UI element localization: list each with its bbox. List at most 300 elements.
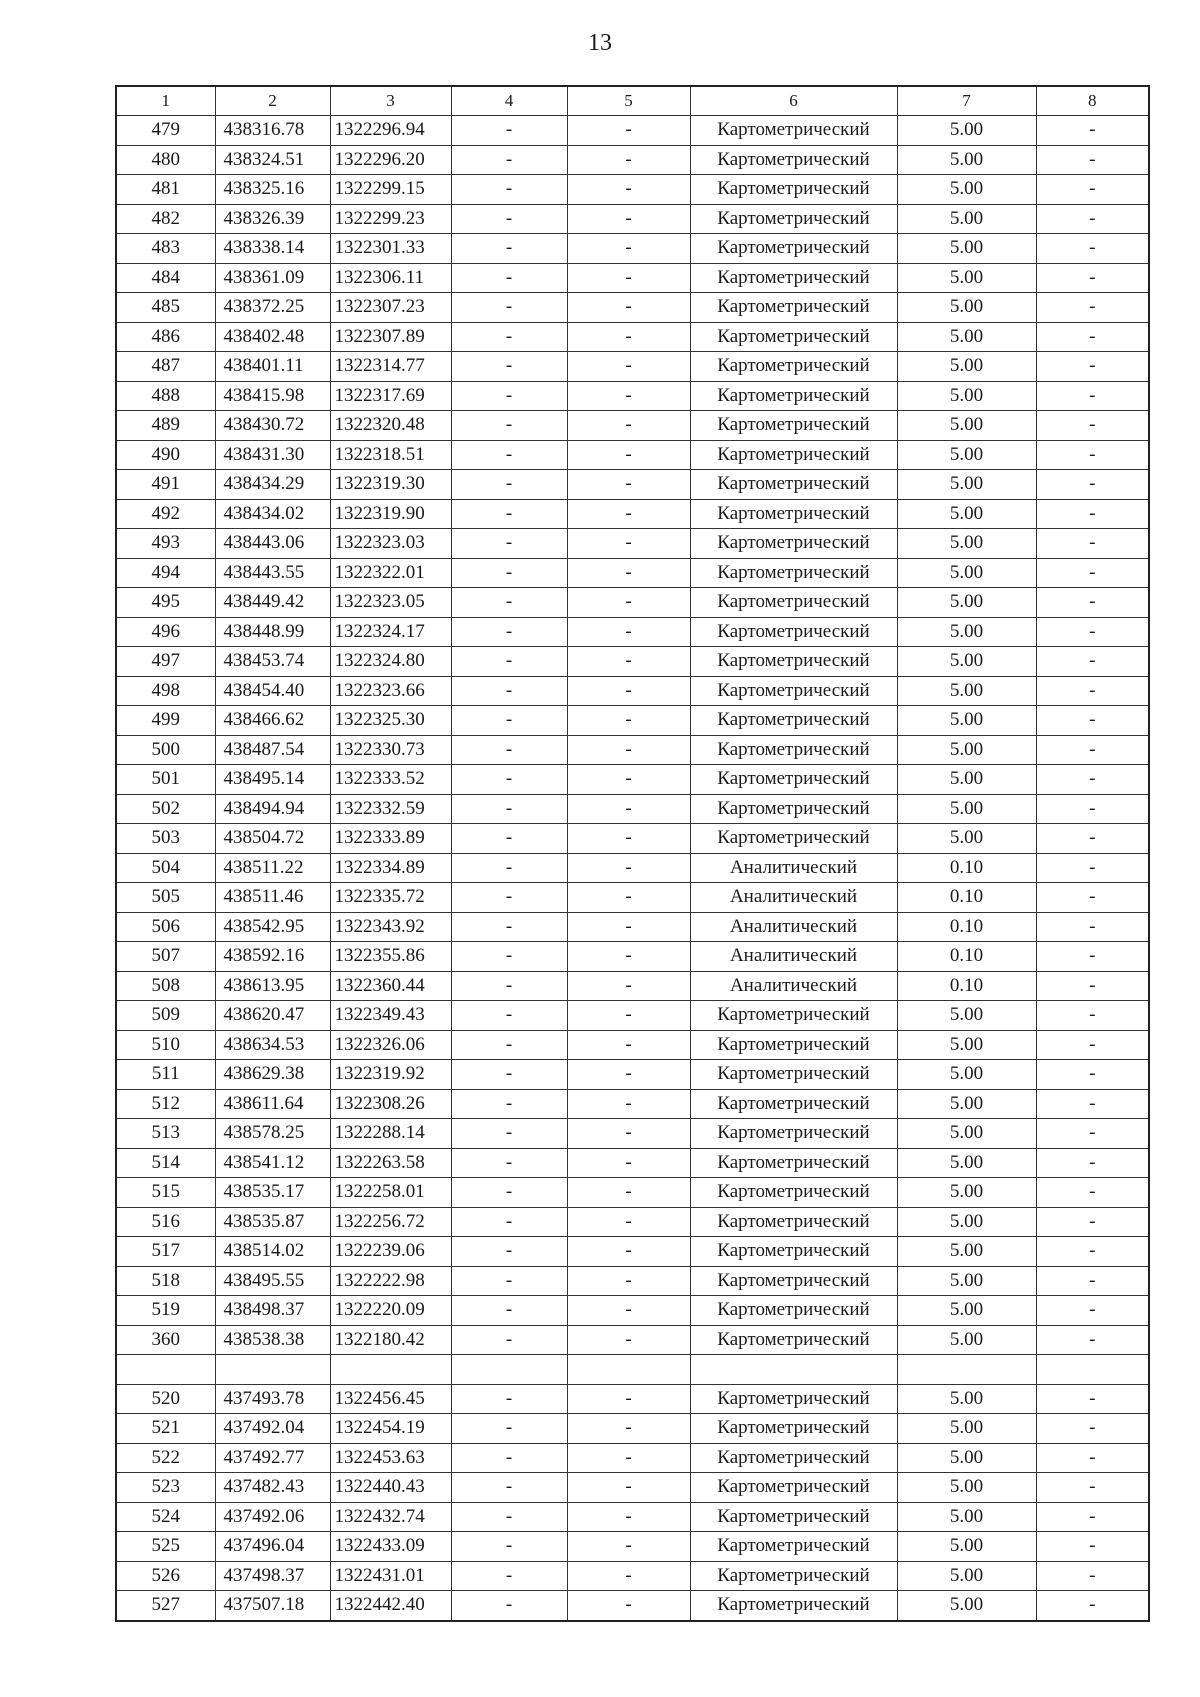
accuracy-cell: 5.00 [897, 1591, 1036, 1621]
point-number-cell: 509 [116, 1001, 215, 1031]
accuracy-cell: 5.00 [897, 824, 1036, 854]
table-row [116, 1296, 1149, 1326]
method-cell: Картометрический [690, 735, 897, 765]
col4-cell: - [451, 1237, 567, 1267]
y-coordinate-cell: 1322332.59 [330, 794, 451, 824]
table-row [116, 1030, 1149, 1060]
x-coordinate-cell: 438431.30 [215, 440, 330, 470]
accuracy-cell: 5.00 [897, 1325, 1036, 1355]
method-cell: Картометрический [690, 1207, 897, 1237]
method-cell: Картометрический [690, 529, 897, 559]
col4-cell: - [451, 617, 567, 647]
col4-cell: - [451, 175, 567, 205]
table-row [116, 617, 1149, 647]
col4-cell: - [451, 1060, 567, 1090]
x-coordinate-cell: 437482.43 [215, 1473, 330, 1503]
method-cell: Картометрический [690, 1473, 897, 1503]
accuracy-cell: 5.00 [897, 1561, 1036, 1591]
coordinates-table [115, 85, 1150, 1622]
point-number-cell: 496 [116, 617, 215, 647]
accuracy-cell: 5.00 [897, 175, 1036, 205]
method-cell: Картометрический [690, 411, 897, 441]
y-coordinate-cell: 1322355.86 [330, 942, 451, 972]
col5-cell: - [567, 175, 690, 205]
point-number-cell: 484 [116, 263, 215, 293]
method-cell: Картометрический [690, 352, 897, 382]
method-cell: Картометрический [690, 204, 897, 234]
table-row [116, 765, 1149, 795]
column-header: 7 [897, 86, 1036, 116]
x-coordinate-cell: 438443.55 [215, 558, 330, 588]
method-cell: Картометрический [690, 1237, 897, 1267]
x-coordinate-cell: 438487.54 [215, 735, 330, 765]
col8-cell: - [1036, 706, 1149, 736]
x-coordinate-cell: 438538.38 [215, 1325, 330, 1355]
point-number-cell: 495 [116, 588, 215, 618]
column-header: 1 [116, 86, 215, 116]
accuracy-cell: 5.00 [897, 411, 1036, 441]
method-cell: Картометрический [690, 1296, 897, 1326]
y-coordinate-cell: 1322320.48 [330, 411, 451, 441]
method-cell: Аналитический [690, 912, 897, 942]
col4-cell: - [451, 971, 567, 1001]
col8-cell: - [1036, 322, 1149, 352]
x-coordinate-cell: 438402.48 [215, 322, 330, 352]
method-cell: Картометрический [690, 824, 897, 854]
method-cell: Картометрический [690, 1178, 897, 1208]
table-row [116, 411, 1149, 441]
method-cell: Картометрический [690, 1532, 897, 1562]
point-number-cell: 501 [116, 765, 215, 795]
method-cell: Картометрический [690, 263, 897, 293]
y-coordinate-cell: 1322323.66 [330, 676, 451, 706]
method-cell: Картометрический [690, 1591, 897, 1621]
col8-cell: - [1036, 1178, 1149, 1208]
table-row [116, 145, 1149, 175]
x-coordinate-cell: 438454.40 [215, 676, 330, 706]
x-coordinate-cell: 438494.94 [215, 794, 330, 824]
table-row [116, 204, 1149, 234]
x-coordinate-cell: 438511.22 [215, 853, 330, 883]
column-header: 4 [451, 86, 567, 116]
col4-cell: - [451, 794, 567, 824]
col4-cell: - [451, 676, 567, 706]
method-cell: Картометрический [690, 1089, 897, 1119]
col8-cell: - [1036, 588, 1149, 618]
accuracy-cell: 5.00 [897, 735, 1036, 765]
y-coordinate-cell: 1322318.51 [330, 440, 451, 470]
col4-cell: - [451, 1296, 567, 1326]
method-cell: Картометрический [690, 1266, 897, 1296]
table-row [116, 1060, 1149, 1090]
col8-cell: - [1036, 765, 1149, 795]
table-row [116, 234, 1149, 264]
y-coordinate-cell: 1322323.05 [330, 588, 451, 618]
col4-cell: - [451, 529, 567, 559]
col4-cell: - [451, 411, 567, 441]
table-row [116, 1089, 1149, 1119]
col4-cell: - [451, 1266, 567, 1296]
col8-cell: - [1036, 470, 1149, 500]
accuracy-cell: 5.00 [897, 1178, 1036, 1208]
method-cell: Картометрический [690, 1030, 897, 1060]
col5-cell: - [567, 1473, 690, 1503]
table-row [116, 499, 1149, 529]
point-number-cell: 504 [116, 853, 215, 883]
y-coordinate-cell: 1322453.63 [330, 1443, 451, 1473]
accuracy-cell: 5.00 [897, 1119, 1036, 1149]
col5-cell: - [567, 293, 690, 323]
x-coordinate-cell: 438498.37 [215, 1296, 330, 1326]
table-row [116, 853, 1149, 883]
y-coordinate-cell: 1322324.17 [330, 617, 451, 647]
x-coordinate-cell: 438372.25 [215, 293, 330, 323]
y-coordinate-cell: 1322349.43 [330, 1001, 451, 1031]
col5-cell: - [567, 971, 690, 1001]
point-number-cell: 514 [116, 1148, 215, 1178]
method-cell: Картометрический [690, 322, 897, 352]
table-row [116, 1237, 1149, 1267]
accuracy-cell: 0.10 [897, 912, 1036, 942]
x-coordinate-cell: 438542.95 [215, 912, 330, 942]
col4-cell: - [451, 204, 567, 234]
y-coordinate-cell: 1322330.73 [330, 735, 451, 765]
accuracy-cell: 5.00 [897, 558, 1036, 588]
col5-cell: - [567, 1502, 690, 1532]
point-number-cell: 524 [116, 1502, 215, 1532]
x-coordinate-cell: 438443.06 [215, 529, 330, 559]
point-number-cell: 492 [116, 499, 215, 529]
y-coordinate-cell: 1322307.23 [330, 293, 451, 323]
y-coordinate-cell: 1322322.01 [330, 558, 451, 588]
col8-cell: - [1036, 735, 1149, 765]
col4-cell: - [451, 765, 567, 795]
table-row [116, 1355, 1149, 1385]
col4-cell: - [451, 1207, 567, 1237]
accuracy-cell: 5.00 [897, 352, 1036, 382]
col8-cell: - [1036, 1060, 1149, 1090]
col8-cell: - [1036, 1561, 1149, 1591]
method-cell: Картометрический [690, 381, 897, 411]
col5-cell: - [567, 1001, 690, 1031]
method-cell: Картометрический [690, 1561, 897, 1591]
x-coordinate-cell: 437507.18 [215, 1591, 330, 1621]
accuracy-cell: 5.00 [897, 1030, 1036, 1060]
col4-cell: - [451, 735, 567, 765]
col4-cell [451, 1355, 567, 1385]
col5-cell: - [567, 1532, 690, 1562]
accuracy-cell: 0.10 [897, 942, 1036, 972]
col8-cell: - [1036, 1591, 1149, 1621]
accuracy-cell: 5.00 [897, 706, 1036, 736]
col8-cell: - [1036, 352, 1149, 382]
y-coordinate-cell: 1322314.77 [330, 352, 451, 382]
col4-cell: - [451, 588, 567, 618]
accuracy-cell: 5.00 [897, 116, 1036, 146]
method-cell: Картометрический [690, 145, 897, 175]
method-cell: Картометрический [690, 1384, 897, 1414]
point-number-cell: 521 [116, 1414, 215, 1444]
y-coordinate-cell: 1322334.89 [330, 853, 451, 883]
column-header: 2 [215, 86, 330, 116]
col4-cell: - [451, 1178, 567, 1208]
col8-cell: - [1036, 411, 1149, 441]
point-number-cell: 479 [116, 116, 215, 146]
col4-cell: - [451, 647, 567, 677]
x-coordinate-cell: 438338.14 [215, 234, 330, 264]
col5-cell: - [567, 411, 690, 441]
y-coordinate-cell: 1322319.92 [330, 1060, 451, 1090]
col5-cell: - [567, 735, 690, 765]
x-coordinate-cell: 438361.09 [215, 263, 330, 293]
y-coordinate-cell: 1322301.33 [330, 234, 451, 264]
col8-cell: - [1036, 499, 1149, 529]
col4-cell: - [451, 1384, 567, 1414]
accuracy-cell: 5.00 [897, 1060, 1036, 1090]
col5-cell: - [567, 1089, 690, 1119]
accuracy-cell: 0.10 [897, 971, 1036, 1001]
col8-cell: - [1036, 1030, 1149, 1060]
table-row [116, 1325, 1149, 1355]
x-coordinate-cell: 438535.17 [215, 1178, 330, 1208]
method-cell: Картометрический [690, 1325, 897, 1355]
point-number-cell: 519 [116, 1296, 215, 1326]
accuracy-cell: 5.00 [897, 617, 1036, 647]
accuracy-cell: 5.00 [897, 204, 1036, 234]
col5-cell: - [567, 1148, 690, 1178]
col8-cell: - [1036, 1089, 1149, 1119]
col4-cell: - [451, 293, 567, 323]
y-coordinate-cell: 1322299.23 [330, 204, 451, 234]
col8-cell: - [1036, 883, 1149, 913]
col5-cell: - [567, 499, 690, 529]
point-number-cell: 526 [116, 1561, 215, 1591]
method-cell: Картометрический [690, 1119, 897, 1149]
point-number-cell: 488 [116, 381, 215, 411]
point-number-cell: 527 [116, 1591, 215, 1621]
col8-cell: - [1036, 617, 1149, 647]
point-number-cell: 525 [116, 1532, 215, 1562]
col5-cell: - [567, 1561, 690, 1591]
y-coordinate-cell: 1322319.90 [330, 499, 451, 529]
y-coordinate-cell: 1322258.01 [330, 1178, 451, 1208]
method-cell: Картометрический [690, 794, 897, 824]
column-header: 8 [1036, 86, 1149, 116]
table-row [116, 1473, 1149, 1503]
point-number-cell: 502 [116, 794, 215, 824]
method-cell: Картометрический [690, 1060, 897, 1090]
table-row [116, 735, 1149, 765]
x-coordinate-cell: 438611.64 [215, 1089, 330, 1119]
table-row [116, 175, 1149, 205]
accuracy-cell: 5.00 [897, 1414, 1036, 1444]
accuracy-cell: 5.00 [897, 381, 1036, 411]
accuracy-cell: 5.00 [897, 1532, 1036, 1562]
x-coordinate-cell: 438316.78 [215, 116, 330, 146]
method-cell: Картометрический [690, 1443, 897, 1473]
accuracy-cell: 5.00 [897, 145, 1036, 175]
x-coordinate-cell: 438634.53 [215, 1030, 330, 1060]
table-row [116, 1502, 1149, 1532]
table-row [116, 588, 1149, 618]
table-body [116, 116, 1149, 1621]
col5-cell: - [567, 706, 690, 736]
point-number-cell: 510 [116, 1030, 215, 1060]
col5-cell: - [567, 529, 690, 559]
point-number-cell: 511 [116, 1060, 215, 1090]
x-coordinate-cell: 438401.11 [215, 352, 330, 382]
point-number-cell: 522 [116, 1443, 215, 1473]
point-number-cell: 518 [116, 1266, 215, 1296]
accuracy-cell: 5.00 [897, 499, 1036, 529]
col5-cell: - [567, 765, 690, 795]
point-number-cell: 489 [116, 411, 215, 441]
point-number-cell: 360 [116, 1325, 215, 1355]
table-row [116, 529, 1149, 559]
point-number-cell: 493 [116, 529, 215, 559]
col4-cell: - [451, 558, 567, 588]
col4-cell: - [451, 942, 567, 972]
x-coordinate-cell: 438434.29 [215, 470, 330, 500]
col4-cell: - [451, 1089, 567, 1119]
accuracy-cell: 5.00 [897, 1473, 1036, 1503]
accuracy-cell: 5.00 [897, 470, 1036, 500]
point-number-cell: 508 [116, 971, 215, 1001]
col8-cell: - [1036, 1384, 1149, 1414]
col4-cell: - [451, 1473, 567, 1503]
x-coordinate-cell: 438453.74 [215, 647, 330, 677]
y-coordinate-cell: 1322239.06 [330, 1237, 451, 1267]
col4-cell: - [451, 824, 567, 854]
col4-cell: - [451, 263, 567, 293]
col5-cell: - [567, 617, 690, 647]
method-cell: Картометрический [690, 558, 897, 588]
col4-cell: - [451, 1001, 567, 1031]
col5-cell: - [567, 263, 690, 293]
y-coordinate-cell: 1322442.40 [330, 1591, 451, 1621]
col8-cell: - [1036, 971, 1149, 1001]
point-number-cell: 523 [116, 1473, 215, 1503]
col4-cell: - [451, 706, 567, 736]
col8-cell: - [1036, 1001, 1149, 1031]
y-coordinate-cell: 1322317.69 [330, 381, 451, 411]
col5-cell: - [567, 470, 690, 500]
table-row [116, 1443, 1149, 1473]
table-row [116, 322, 1149, 352]
point-number-cell: 513 [116, 1119, 215, 1149]
point-number-cell: 499 [116, 706, 215, 736]
point-number-cell: 487 [116, 352, 215, 382]
accuracy-cell: 5.00 [897, 322, 1036, 352]
y-coordinate-cell: 1322308.26 [330, 1089, 451, 1119]
x-coordinate-cell: 438430.72 [215, 411, 330, 441]
col5-cell: - [567, 883, 690, 913]
point-number-cell: 505 [116, 883, 215, 913]
method-cell: Картометрический [690, 499, 897, 529]
point-number-cell: 512 [116, 1089, 215, 1119]
col5-cell: - [567, 1296, 690, 1326]
col5-cell: - [567, 824, 690, 854]
col4-cell: - [451, 1148, 567, 1178]
x-coordinate-cell: 438592.16 [215, 942, 330, 972]
table-row [116, 794, 1149, 824]
method-cell: Аналитический [690, 942, 897, 972]
y-coordinate-cell: 1322431.01 [330, 1561, 451, 1591]
x-coordinate-cell: 437498.37 [215, 1561, 330, 1591]
point-number-cell: 486 [116, 322, 215, 352]
point-number-cell: 500 [116, 735, 215, 765]
col8-cell: - [1036, 853, 1149, 883]
column-header: 6 [690, 86, 897, 116]
table-row [116, 470, 1149, 500]
x-coordinate-cell: 437492.06 [215, 1502, 330, 1532]
col5-cell [567, 1355, 690, 1385]
accuracy-cell: 5.00 [897, 440, 1036, 470]
col4-cell: - [451, 1030, 567, 1060]
col8-cell: - [1036, 293, 1149, 323]
accuracy-cell: 5.00 [897, 647, 1036, 677]
y-coordinate-cell: 1322326.06 [330, 1030, 451, 1060]
y-coordinate-cell: 1322343.92 [330, 912, 451, 942]
col8-cell: - [1036, 1414, 1149, 1444]
col8-cell: - [1036, 1207, 1149, 1237]
col8-cell: - [1036, 1296, 1149, 1326]
table-row [116, 1148, 1149, 1178]
col5-cell: - [567, 1325, 690, 1355]
accuracy-cell: 0.10 [897, 883, 1036, 913]
col5-cell: - [567, 322, 690, 352]
col8-cell: - [1036, 1266, 1149, 1296]
col5-cell: - [567, 588, 690, 618]
method-cell: Картометрический [690, 1414, 897, 1444]
col8-cell: - [1036, 647, 1149, 677]
point-number-cell: 506 [116, 912, 215, 942]
col4-cell: - [451, 1591, 567, 1621]
method-cell: Картометрический [690, 293, 897, 323]
y-coordinate-cell: 1322288.14 [330, 1119, 451, 1149]
method-cell: Картометрический [690, 647, 897, 677]
x-coordinate-cell: 438541.12 [215, 1148, 330, 1178]
table-row [116, 971, 1149, 1001]
y-coordinate-cell: 1322360.44 [330, 971, 451, 1001]
accuracy-cell: 5.00 [897, 529, 1036, 559]
col8-cell: - [1036, 912, 1149, 942]
x-coordinate-cell: 437493.78 [215, 1384, 330, 1414]
point-number-cell: 503 [116, 824, 215, 854]
col5-cell: - [567, 1207, 690, 1237]
col5-cell: - [567, 1119, 690, 1149]
y-coordinate-cell: 1322433.09 [330, 1532, 451, 1562]
x-coordinate-cell: 438613.95 [215, 971, 330, 1001]
col8-cell: - [1036, 1443, 1149, 1473]
y-coordinate-cell: 1322319.30 [330, 470, 451, 500]
col4-cell: - [451, 352, 567, 382]
col4-cell: - [451, 1414, 567, 1444]
table-row [116, 1532, 1149, 1562]
table-row [116, 647, 1149, 677]
col8-cell: - [1036, 794, 1149, 824]
x-coordinate-cell: 438495.55 [215, 1266, 330, 1296]
accuracy-cell: 5.00 [897, 1089, 1036, 1119]
method-cell [690, 1355, 897, 1385]
point-number-cell: 491 [116, 470, 215, 500]
method-cell: Картометрический [690, 676, 897, 706]
y-coordinate-cell: 1322306.11 [330, 263, 451, 293]
table-row [116, 883, 1149, 913]
accuracy-cell: 5.00 [897, 794, 1036, 824]
accuracy-cell: 5.00 [897, 293, 1036, 323]
table-row [116, 1207, 1149, 1237]
